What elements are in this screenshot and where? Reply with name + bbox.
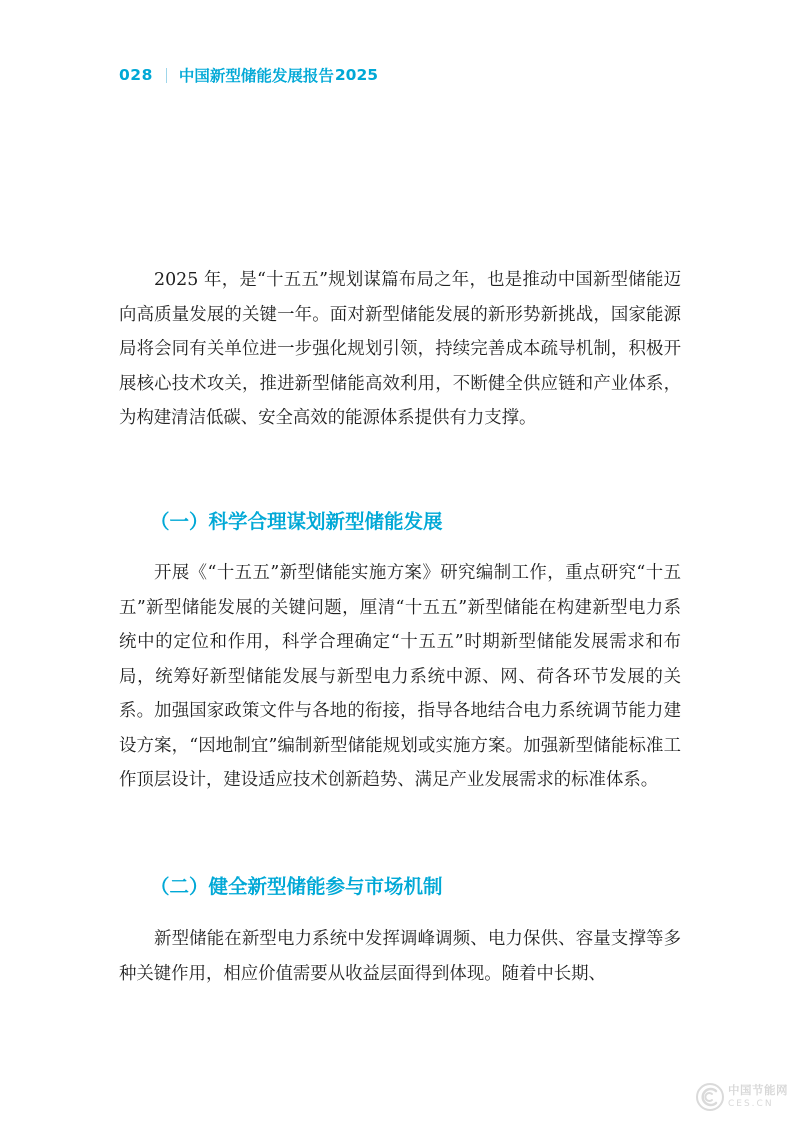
watermark-name: 中国节能网	[728, 1083, 788, 1098]
ces-logo-icon	[695, 1082, 725, 1112]
report-year: 2025	[334, 66, 379, 84]
report-title: 中国新型储能发展报告	[178, 67, 334, 85]
watermark	[695, 1078, 795, 1116]
watermark-domain: CES.CN	[728, 1098, 774, 1109]
section-heading-1: （一）科学合理谋划新型储能发展	[150, 510, 443, 533]
page-number: 028	[119, 66, 153, 84]
running-header	[119, 64, 378, 86]
body-paragraph-section-1: 开展《“十五五”新型储能实施方案》研究编制工作，重点研究“十五五”新型储能发展的关键问题，厘清“十五五”新型储能在构建新型电力系统中的定位和作用，科学合理确定“十五五”时期新型储能发展需求和布局，统筹好新型储能发展与新型电力系统中源、网、荷各环节发展的关系。加强国家政策文件与各地的衔接，指导各地结合电力系统调节能力建设方案，“因地制宜”编制新型储能规划或实施方案。加强新型储能标准工作顶层设计，建设适应技术创新趋势、满足产业发展需求的标准体系。	[119, 563, 681, 790]
header-divider	[166, 68, 167, 83]
body-paragraph-section-2: 新型储能在新型电力系统中发挥调峰调频、电力保供、容量支撑等多种关键作用，相应价值需要从收益层面得到体现。随着中长期、	[119, 929, 681, 984]
section-heading-2: （二）健全新型储能参与市场机制	[150, 875, 443, 898]
body-paragraph-intro: 2025 年，是“十五五”规划谋篇布局之年，也是推动中国新型储能迈向高质量发展的关键一年。面对新型储能发展的新形势新挑战，国家能源局将会同有关单位进一步强化规划引领，持续完善成本疏导机制，积极开展核心技术攻关，推进新型储能高效利用，不断健全供应链和产业体系，为构建清洁低碳、安全高效的能源体系提供有力支撑。	[119, 270, 681, 428]
